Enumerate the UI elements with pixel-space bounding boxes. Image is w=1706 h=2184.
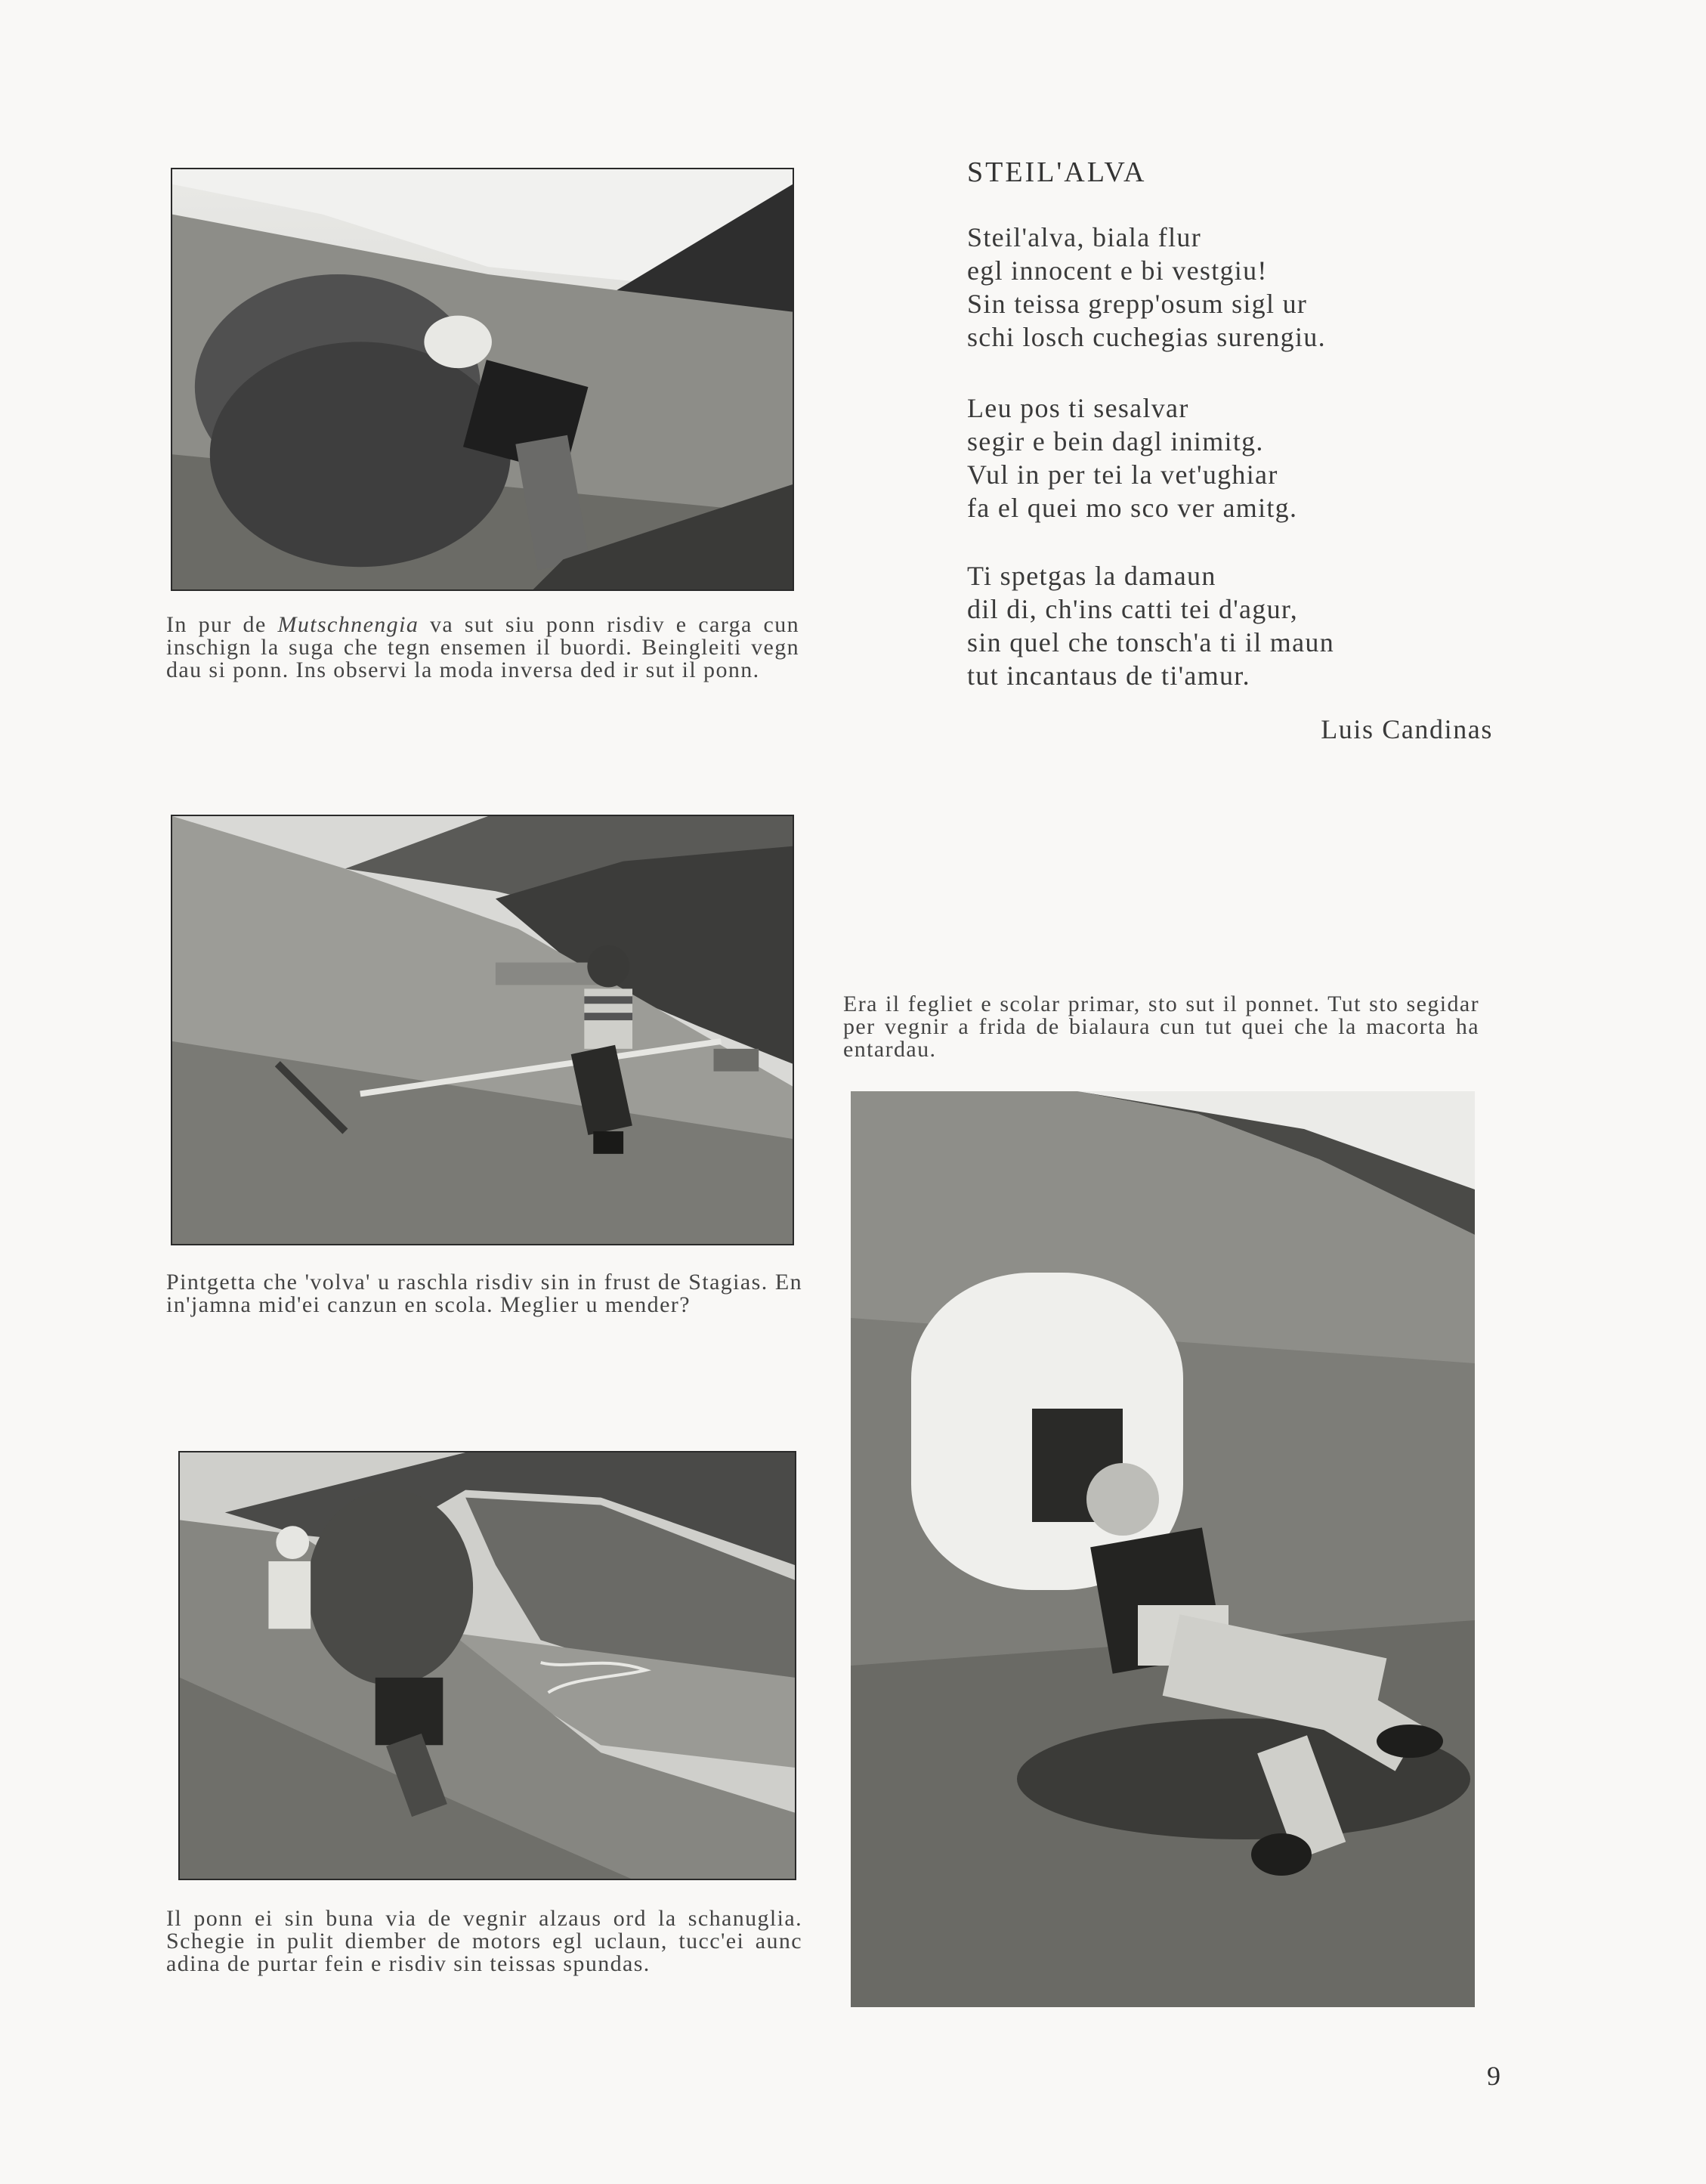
poem-line: Sin teissa grepp'osum sigl ur [967,289,1308,319]
caption-photo2 [166,1271,802,1316]
poem-line: dil di, ch'ins catti tei d'agur, [967,594,1299,624]
poem-line: Vul in per tei la vet'ughiar [967,459,1278,490]
caption-photo1-text-end: va sut siu ponn risdiv e carga cun inschign la suga che tegn ensemen il buordi. Beingleiti vegn dau si ponn. Ins observi la moda inversa ded ir sut il ponn. [166,612,799,682]
caption-photo1-italic: Mutschnengia [277,612,419,637]
poem-author: Luis Candinas [1321,714,1493,744]
poem-line: sin quel che tonsch'a ti il maun [967,627,1334,657]
poem-title: STEIL'ALVA [967,156,1147,188]
caption-photo1 [166,614,799,682]
poem-line: Steil'alva, biala flur [967,222,1201,252]
photo-hay-carrier [171,168,794,591]
poem-line: egl innocent e bi vestgiu! [967,255,1268,286]
poem-line: schi losch cuchegias surengiu. [967,322,1326,352]
photo-boy-under-hay [851,1091,1475,2007]
page-number: 9 [1487,2061,1500,2091]
poem-stanza-2 [967,391,1297,524]
caption-photo3-text: Il ponn ei sin buna via de vegnir alzaus ord la schanuglia. Schegie in pulit diember de motors egl uclaun, tucc'ei aunc adina de purtar fein e risdiv sin teissas spundas. [166,1906,802,1976]
poem-line: Leu pos ti sesalvar [967,393,1189,423]
photo-hay-bundle-slope [178,1451,796,1880]
caption-photo4 [843,993,1479,1061]
poem-line: fa el quei mo sco ver amitg. [967,493,1298,523]
poem-stanza-3 [967,559,1334,692]
poem-line: segir e bein dagl inimitg. [967,426,1264,456]
caption-photo1-text: In pur de [166,612,278,637]
caption-photo3 [166,1907,802,1975]
caption-photo2-text: Pintgetta che 'volva' u raschla risdiv sin in frust de Stagias. En in'jamna mid'ei canzun en scola. Meglier u mender? [166,1270,802,1317]
photo-child-raking [171,815,794,1245]
poem-stanza-1 [967,221,1326,354]
poem-line: Ti spetgas la damaun [967,561,1216,591]
caption-photo4-text: Era il fegliet e scolar primar, sto sut il ponnet. Tut sto segidar per vegnir a frida de bialaura cun tut quei che la macorta ha entardau. [843,991,1479,1062]
poem-line: tut incantaus de ti'amur. [967,660,1250,691]
